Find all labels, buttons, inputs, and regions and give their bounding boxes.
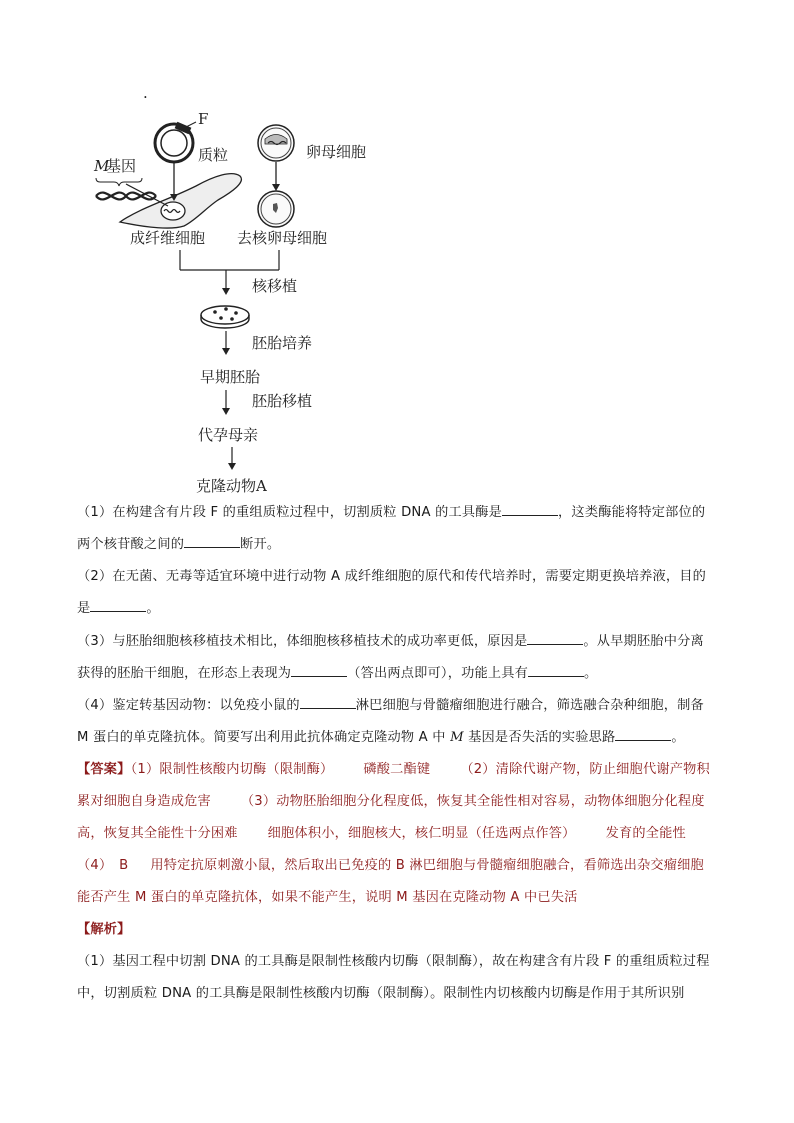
q1-text-b: ，这类酶能将特定部位的两个核苷酸之间的 bbox=[77, 505, 706, 552]
q4-text-a: （4）鉴定转基因动物：以免疫小鼠的 bbox=[77, 698, 300, 713]
answer-3: （3）动物胚胎细胞分化程度低，恢复其全能性相对容易，动物体细胞分化程度高，恢复其全能性十分困难 bbox=[77, 794, 705, 841]
q4-text-c: 基因是否失活的实验思路 bbox=[463, 730, 616, 745]
question-4 bbox=[77, 690, 717, 754]
label-f: F bbox=[198, 110, 209, 128]
q3-blank-2 bbox=[291, 662, 347, 677]
question-1 bbox=[77, 497, 717, 561]
q3-text-c: （答出两点即可），功能上具有 bbox=[347, 666, 529, 681]
q3-blank-1 bbox=[527, 630, 583, 645]
answer-4: （4） B bbox=[77, 858, 129, 873]
q1-blank-1 bbox=[502, 501, 558, 516]
answer-block bbox=[77, 754, 717, 914]
label-m-italic: M bbox=[94, 157, 110, 175]
answer-tag: 【答案】 bbox=[77, 762, 131, 777]
q3-blank-3 bbox=[528, 662, 584, 677]
analysis-paragraph bbox=[77, 946, 717, 1010]
label-plasmid: 质粒 bbox=[198, 146, 229, 164]
q3-text-d: 。 bbox=[584, 666, 598, 681]
q3-text-b: 。从早期胚胎中分离获得的胚胎干细胞，在形态上表现为 bbox=[77, 634, 704, 681]
label-oocyte: 卵母细胞 bbox=[306, 143, 367, 161]
q4-blank-2 bbox=[615, 726, 671, 741]
q4-text-d: 。 bbox=[671, 730, 685, 745]
cloning-diagram bbox=[0, 0, 794, 500]
question-2 bbox=[77, 561, 717, 625]
answer-3c: 发育的全能性 bbox=[605, 826, 686, 841]
q1-blank-2 bbox=[184, 533, 240, 548]
oocyte-icon bbox=[258, 125, 294, 161]
q2-text-a: （2）在无菌、无毒等适宜环境中进行动物 A 成纤维细胞的原代和传代培养时，需要定期更换培养液，目的是 bbox=[77, 569, 707, 616]
label-surrogate: 代孕母亲 bbox=[198, 426, 259, 444]
label-nuclear-transfer: 核移植 bbox=[252, 277, 298, 295]
label-clone: 克隆动物A bbox=[196, 477, 267, 495]
q1-text-c: 断开。 bbox=[240, 537, 281, 552]
label-early-embryo: 早期胚胎 bbox=[200, 368, 261, 386]
q2-blank bbox=[90, 597, 146, 612]
analysis-tag: 【解析】 bbox=[77, 922, 131, 937]
analysis-p1: （1）基因工程中切割 DNA 的工具酶是限制性核酸内切酶（限制酶），故在构建含有片段 F 的重组质粒过程中，切割质粒 DNA 的工具酶是限制性核酸内切酶（限制酶）。限制性内切核酸内切酶是作用于其所识别 bbox=[77, 954, 710, 1001]
label-embryo-culture: 胚胎培养 bbox=[252, 334, 313, 352]
enucleated-oocyte-icon bbox=[258, 191, 294, 227]
label-m-gene: 基因 bbox=[106, 157, 137, 175]
answer-4b: 用特定抗原刺激小鼠，然后取出已免疫的 B 淋巴细胞与骨髓瘤细胞融合，看筛选出杂交瘤细胞能否产生 M 蛋白的单克隆抗体，如果不能产生，说明 M 基因在克隆动物 A 中已失活 bbox=[77, 858, 704, 905]
q4-m-italic: M bbox=[450, 730, 464, 745]
q2-text-b: 。 bbox=[146, 601, 160, 616]
q4-blank-1 bbox=[300, 694, 356, 709]
answer-2: （2）清除代谢产物，防止细胞代谢产物积累对细胞自身造成危害 bbox=[77, 762, 710, 809]
question-3 bbox=[77, 626, 717, 690]
label-embryo-transfer: 胚胎移植 bbox=[252, 392, 313, 410]
plasmid-icon bbox=[155, 122, 196, 162]
answer-1b: 磷酸二酯键 bbox=[363, 762, 431, 777]
analysis-tag-row bbox=[77, 914, 717, 946]
answer-1: （1）限制性核酸内切酶（限制酶） bbox=[130, 762, 334, 777]
stray-dot: . bbox=[143, 84, 148, 102]
petri-dish-icon bbox=[201, 306, 249, 328]
q3-text-a: （3）与胚胎细胞核移植技术相比，体细胞核移植技术的成功率更低，原因是 bbox=[77, 634, 528, 649]
q1-text-a: （1）在构建含有片段 F 的重组质粒过程中，切割质粒 DNA 的工具酶是 bbox=[77, 505, 503, 520]
dna-helix-icon bbox=[96, 193, 156, 200]
label-fibroblast: 成纤维细胞 bbox=[130, 229, 206, 247]
answer-3b: 细胞体积小，细胞核大，核仁明显（任选两点作答） bbox=[267, 826, 576, 841]
label-enucleated: 去核卵母细胞 bbox=[237, 229, 328, 247]
q4-text-b: 淋巴细胞与骨髓瘤细胞进行融合，筛选融合杂种细胞，制备 M 蛋白的单克隆抗体。简要写出利用此抗体确定克隆动物 A 中 bbox=[77, 698, 704, 745]
